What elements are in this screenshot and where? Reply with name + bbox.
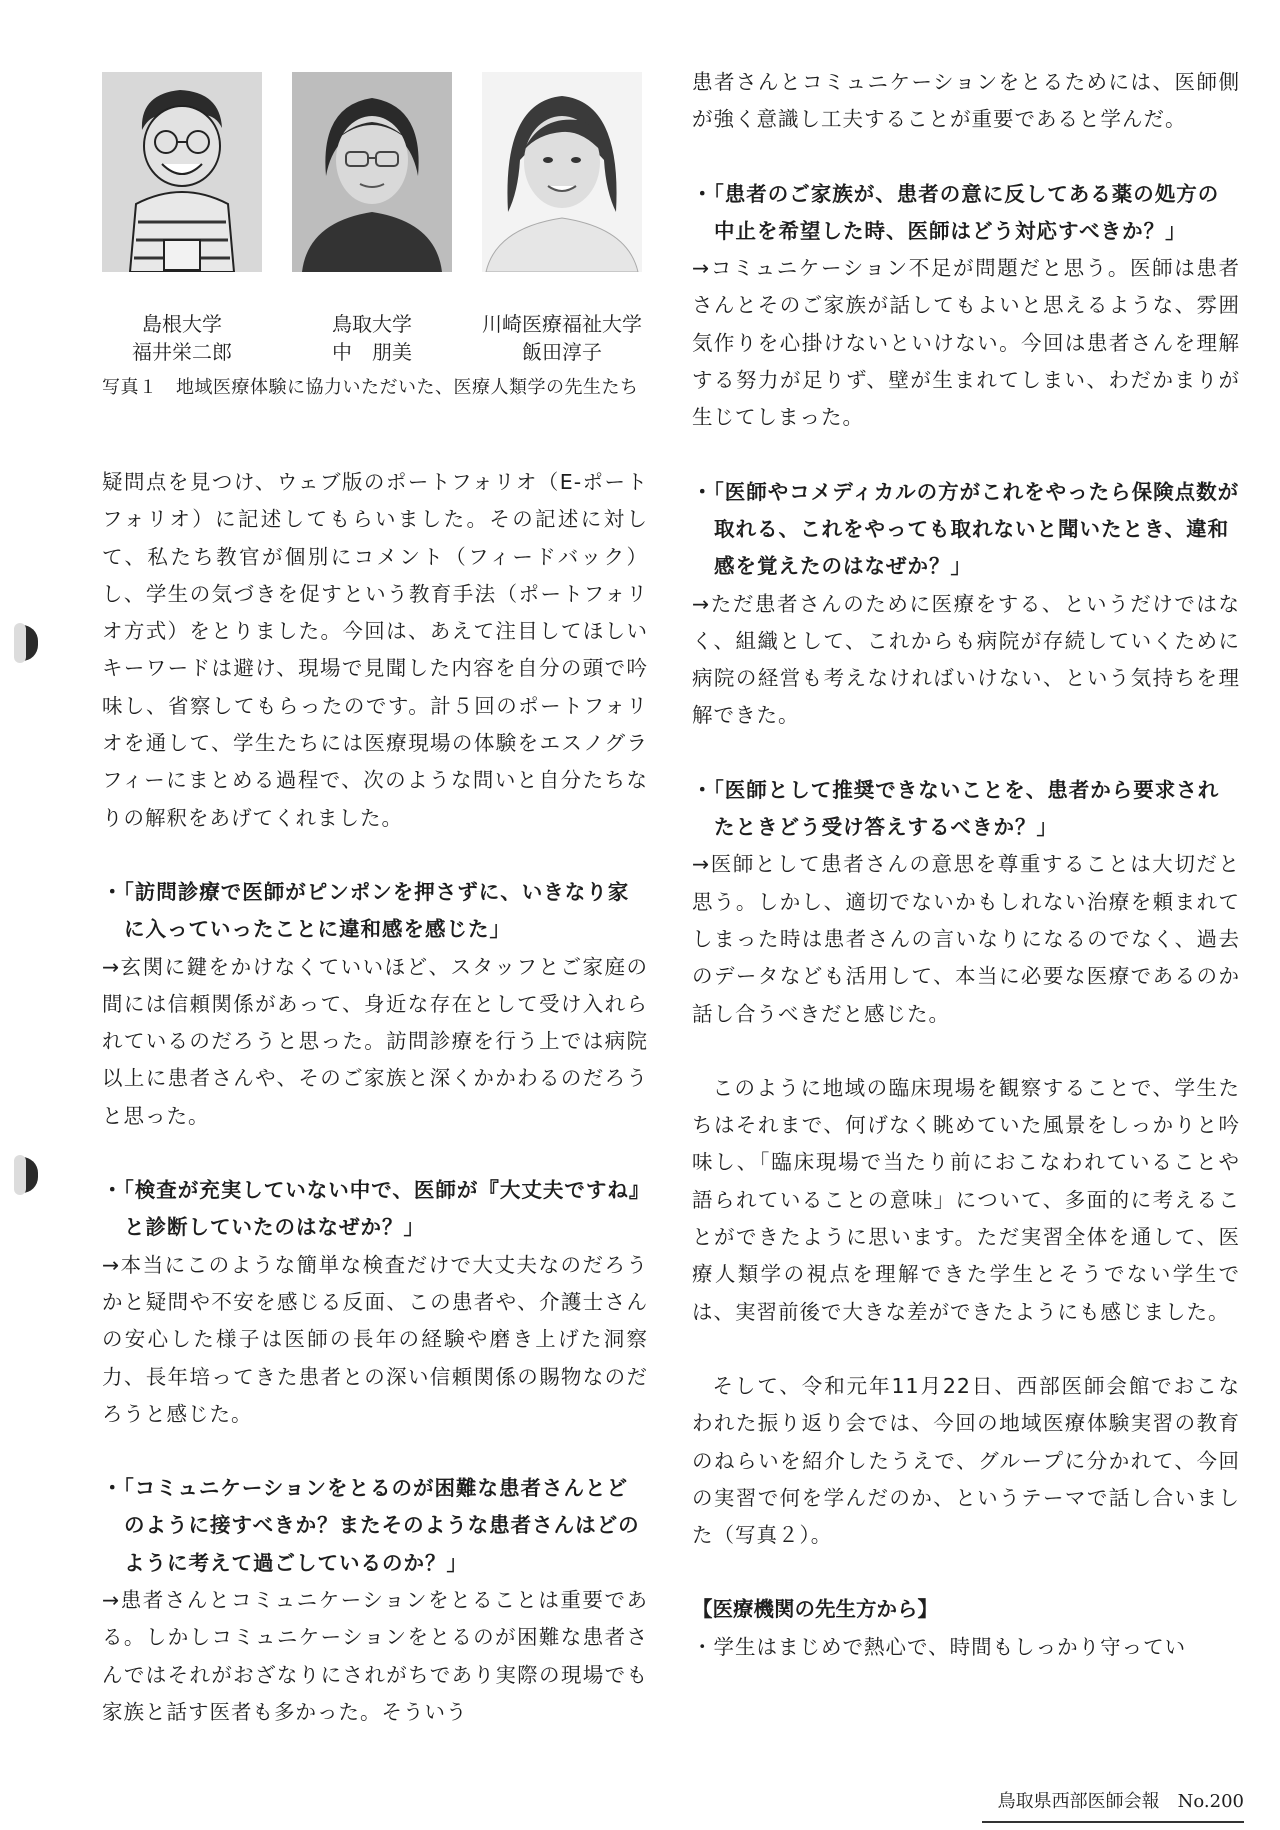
photo-iida bbox=[482, 72, 642, 272]
caption-affiliation: 川崎医療福祉大学 bbox=[482, 312, 642, 336]
photo-caption-3 bbox=[469, 310, 655, 366]
footer-rule bbox=[982, 1821, 1244, 1823]
caption-affiliation: 島根大学 bbox=[142, 312, 222, 336]
answer-text: → 患者さんとコミュニケーションをとることは重要である。しかしコミュニケーションをとるのが困難な患者さんではそれがおざなりにされがちであり実際の現場でも家族と話す医者も多かった。そういう bbox=[102, 1582, 648, 1731]
left-body bbox=[102, 464, 648, 1731]
intro-paragraph: 疑問点を見つけ、ウェブ版のポートフォリオ（E-ポートフォリオ）に記述してもらいました。その記述に対して、私たち教官が個別にコメント（フィードバック）し、学生の気づきを促すという教育手法（ポートフォリオ方式）をとりました。今回は、あえて注目してほしいキーワードは避け、現場で見聞した内容を自分の頭で吟味し、省察してもらったのです。計５回のポートフォリオを通して、学生たちには医療現場の体験をエスノグラフィーにまとめる過程で、次のような問いと自分たちなりの解釈をあげてくれました。 bbox=[102, 470, 648, 830]
summary-paragraph: このように地域の臨床現場を観察することで、学生たちはそれまで、何げなく眺めていた風景をしっかりと吟味し、「臨床現場で当たり前におこなわれていることや語られていることの意味」について、多面的に考えることができたように思います。ただ実習全体を通して、医療人類学の視点を理解できた学生とそうでない学生では、実習前後で大きな差ができたようにも感じました。 bbox=[692, 1075, 1240, 1324]
photo-row bbox=[102, 72, 648, 272]
photo-caption-2 bbox=[279, 310, 465, 366]
question-heading: ・ 「検査が充実していない中で、医師が『大丈夫ですね』と診断していたのはなぜか？」 bbox=[102, 1172, 648, 1247]
answer-text: → コミュニケーション不足が問題だと思う。医師は患者さんとそのご家族が話してもよいと思えるような、雰囲気作りを心掛けないといけない。今回は患者さんを理解する努力が足りず、壁が生まれてしまい、わだかまりが生じてしまった。 bbox=[692, 250, 1240, 436]
review-meeting-paragraph: そして、令和元年11月22日、西部医師会館でおこなわれた振り返り会では、今回の地域医療体験実習の教育のねらいを紹介したうえで、グループに分かれて、今回の実習で何を学んだのか、というテーマで話し合いました（写真２）。 bbox=[692, 1373, 1240, 1548]
right-body bbox=[692, 64, 1240, 1666]
caption-name: 福井栄二郎 bbox=[132, 340, 232, 364]
answer-text: → 玄関に鍵をかけなくていいほど、スタッフとご家庭の間には信頼関係があって、身近な存在として受け入れられているのだろうと思った。訪問診療を行う上では病院以上に患者さんや、そのご家族と深くかかわるのだろうと思った。 bbox=[102, 949, 648, 1135]
caption-name: 飯田淳子 bbox=[522, 340, 602, 364]
section-heading: 【医療機関の先生方から】 bbox=[692, 1597, 938, 1622]
caption-name: 中 朋美 bbox=[332, 340, 412, 364]
question-heading: ・ 「訪問診療で医師がピンポンを押さずに、いきなり家に入っていったことに違和感を感じた」 bbox=[102, 874, 648, 949]
photo-fukui-caricature bbox=[102, 72, 262, 272]
photo-captions bbox=[102, 310, 648, 366]
question-heading: ・ 「医師やコメディカルの方がこれをやったら保険点数が取れる、これをやっても取れないと聞いたとき、違和感を覚えたのはなぜか？」 bbox=[692, 474, 1240, 586]
answer-text: → 医師として患者さんの意思を尊重することは大切だと思う。しかし、適切でないかもしれない治療を頼まれてしまった時は患者さんの言いなりになるのでなく、過去のデータなども活用して、本当に必要な医療であるのか話し合うべきだと感じた。 bbox=[692, 846, 1240, 1032]
figure-caption: 写真１ 地域医療体験に協力いただいた、医療人類学の先生たち bbox=[102, 377, 639, 398]
binder-hole-top bbox=[22, 625, 38, 661]
caption-affiliation: 鳥取大学 bbox=[332, 312, 412, 336]
continued-paragraph: 患者さんとコミュニケーションをとるためには、医師側が強く意識し工夫することが重要であると学んだ。 bbox=[692, 70, 1240, 132]
photo-naka bbox=[292, 72, 452, 272]
answer-text: → 本当にこのような簡単な検査だけで大丈夫なのだろうかと疑問や不安を感じる反面、この患者や、介護士さんの安心した様子は医師の長年の経験や磨き上げた洞察力、長年培ってきた患者との深い信頼関係の賜物なのだろうと感じた。 bbox=[102, 1247, 648, 1433]
feedback-bullet: ・学生はまじめで熱心で、時間もしっかり守ってい bbox=[692, 1634, 1187, 1659]
question-heading: ・ 「医師として推奨できないことを、患者から要求されたときどう受け答えするべきか？」 bbox=[692, 772, 1240, 847]
question-heading: ・ 「患者のご家族が、患者の意に反してある薬の処方の中止を希望した時、医師はどう対応すべきか？」 bbox=[692, 176, 1240, 251]
page-footer: 鳥取県西部医師会報 No.200 bbox=[997, 1791, 1244, 1812]
binder-hole-bottom bbox=[22, 1157, 38, 1193]
question-heading: ・ 「コミュニケーションをとるのが困難な患者さんとどのように接すべきか？またそのような患者さんはどのように考えて過ごしているのか？」 bbox=[102, 1470, 648, 1582]
photo-caption-1 bbox=[89, 310, 275, 366]
answer-text: → ただ患者さんのために医療をする、というだけではなく、組織として、これからも病院が存続していくために病院の経営も考えなければいけない、という気持ちを理解できた。 bbox=[692, 586, 1240, 735]
